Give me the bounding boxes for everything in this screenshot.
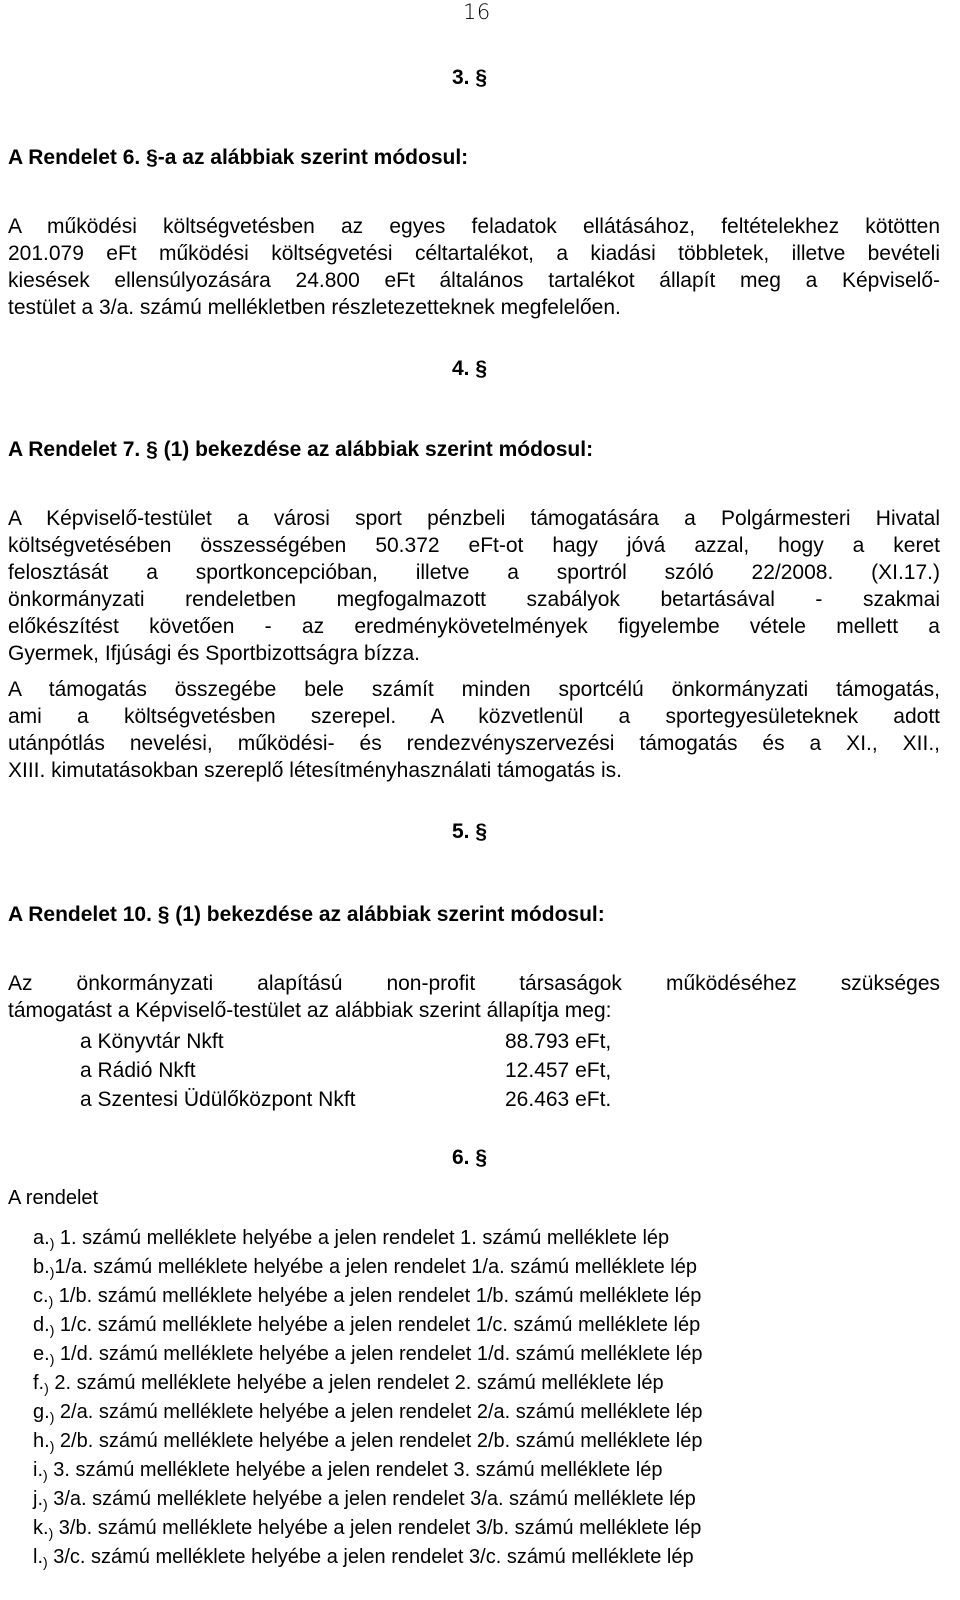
list-item [33, 1543, 703, 1572]
section-6-intro [8, 1185, 940, 1212]
list-letter: i. [33, 1459, 43, 1481]
text-line: támogatást a Képviselő-testület az alábbiak szerint állapítja meg: [8, 999, 612, 1022]
list-paren: ) [49, 1409, 55, 1425]
list-letter: d. [33, 1314, 50, 1336]
section-5-paragraph [8, 970, 940, 1024]
list-item [33, 1224, 703, 1253]
text-line: 201.079 eFt működési költségvetési céltartalékot, a kiadási többletek, illetve bevételi [8, 242, 940, 265]
list-item [33, 1514, 703, 1543]
list-item [33, 1369, 703, 1398]
list-text: 1/b. számú melléklete helyébe a jelen rendelet 1/b. számú melléklete lép [53, 1285, 702, 1307]
list-text: 3/a. számú melléklete helyébe a jelen rendelet 3/a. számú melléklete lép [47, 1488, 696, 1510]
section-6-heading: 6. § [452, 1146, 488, 1169]
text-line: Az önkormányzati alapítású non-profit társaságok működéséhez szükséges [8, 972, 940, 995]
section-5-title: A Rendelet 10. § (1) bekezdése az alábbiak szerint módosul: [8, 903, 605, 926]
list-paren: ) [49, 1438, 55, 1454]
list-item [33, 1282, 703, 1311]
list-paren: ) [43, 1467, 48, 1483]
section-3-paragraph [8, 213, 940, 321]
list-letter: e. [33, 1343, 50, 1365]
text-line: előkészítést követően - az eredménykövetelmények figyelembe vétele mellett a [8, 615, 940, 638]
list-text: 2/a. számú melléklete helyébe a jelen rendelet 2/a. számú melléklete lép [54, 1401, 703, 1423]
list-paren: ) [44, 1380, 49, 1396]
entity-name: a Rádió Nkft [80, 1059, 196, 1082]
list-letter: h. [33, 1430, 50, 1452]
list-item [33, 1340, 703, 1369]
list-item [33, 1398, 703, 1427]
list-text: 2/b. számú melléklete helyébe a jelen rendelet 2/b. számú melléklete lép [54, 1430, 703, 1452]
list-letter: c. [33, 1285, 49, 1307]
entity-amount: 26.463 eFt. [505, 1088, 612, 1111]
section-5-heading: 5. § [452, 820, 488, 843]
list-letter: f. [33, 1372, 45, 1394]
list-paren: ) [49, 1322, 55, 1338]
list-text: 2. számú melléklete helyébe a jelen rendelet 2. számú melléklete lép [48, 1372, 664, 1394]
list-letter: k. [33, 1517, 49, 1539]
list-letter: l. [33, 1546, 43, 1568]
list-paren: ) [49, 1235, 55, 1251]
list-letter: a. [33, 1227, 50, 1249]
list-letter: b. [33, 1256, 50, 1278]
entity-amount: 88.793 eFt, [505, 1030, 612, 1053]
entity-name: a Könyvtár Nkft [80, 1030, 224, 1053]
text-line: A támogatás összegébe bele számít minden sportcélú önkormányzati támogatás, [8, 678, 940, 701]
list-text: 3. számú melléklete helyébe a jelen rendelet 3. számú melléklete lép [47, 1459, 663, 1481]
list-paren: ) [48, 1525, 54, 1541]
text-line: ami a költségvetésben szerepel. A közvetlenül a sportegyesületeknek adott [8, 705, 940, 728]
list-text: 3/c. számú melléklete helyébe a jelen rendelet 3/c. számú melléklete lép [47, 1546, 694, 1568]
entity-amount: 12.457 eFt, [505, 1059, 612, 1082]
text-line: A rendelet [8, 1187, 99, 1209]
list-text: 3/b. számú melléklete helyébe a jelen rendelet 3/b. számú melléklete lép [53, 1517, 702, 1539]
list-letter: j. [33, 1488, 43, 1510]
entity-name: a Szentesi Üdülőközpont Nkft [80, 1088, 356, 1111]
section-3-heading: 3. § [452, 66, 488, 89]
list-paren: ) [43, 1554, 48, 1570]
section-4-paragraph-2 [8, 676, 940, 784]
text-line: A Képviselő-testület a városi sport pénzbeli támogatására a Polgármesteri Hivatal [8, 507, 940, 530]
list-text: 1/d. számú melléklete helyébe a jelen rendelet 1/d. számú melléklete lép [54, 1343, 703, 1365]
text-line: költségvetésében összességében 50.372 eFt-ot hagy jóvá azzal, hogy a keret [8, 534, 940, 557]
text-line: önkormányzati rendeletben megfogalmazott szabályok betartásával - szakmai [8, 588, 940, 611]
text-line: kiesések ellensúlyozására 24.800 eFt általános tartalékot állapít meg a Képviselő- [8, 269, 940, 292]
list-item [33, 1485, 703, 1514]
section-3-title: A Rendelet 6. §-a az alábbiak szerint módosul: [8, 146, 469, 169]
text-line: A működési költségvetésben az egyes feladatok ellátásához, feltételekhez kötötten [8, 215, 940, 238]
list-item [33, 1456, 703, 1485]
text-line: testület a 3/a. számú mellékletben részletezetteknek megfelelően. [8, 296, 621, 319]
list-item [33, 1427, 703, 1456]
list-text: 1/c. számú melléklete helyébe a jelen rendelet 1/c. számú melléklete lép [54, 1314, 701, 1336]
list-text: 1/a. számú melléklete helyébe a jelen rendelet 1/a. számú melléklete lép [54, 1256, 697, 1278]
text-line: XIII. kimutatásokban szereplő létesítményhasználati támogatás is. [8, 759, 622, 782]
list-item [33, 1311, 703, 1340]
text-line: utánpótlás nevelési, működési- és rendezvényszervezési támogatás és a XI., XII., [8, 732, 940, 755]
section-4-paragraph-1 [8, 505, 940, 667]
list-paren: ) [49, 1264, 55, 1280]
text-line: felosztását a sportkoncepcióban, illetve a sportról szóló 22/2008. (XI.17.) [8, 561, 940, 584]
list-text: 1. számú melléklete helyébe a jelen rendelet 1. számú melléklete lép [54, 1227, 670, 1249]
list-letter: g. [33, 1401, 50, 1423]
annex-replacement-list [33, 1224, 703, 1572]
list-item [33, 1253, 703, 1282]
text-line: Gyermek, Ifjúsági és Sportbizottságra bízza. [8, 642, 421, 665]
section-4-heading: 4. § [452, 357, 488, 380]
section-4-title: A Rendelet 7. § (1) bekezdése az alábbiak szerint módosul: [8, 438, 594, 461]
page-number: 16 [463, 0, 491, 24]
list-paren: ) [48, 1293, 54, 1309]
list-paren: ) [49, 1351, 55, 1367]
list-paren: ) [43, 1496, 48, 1512]
